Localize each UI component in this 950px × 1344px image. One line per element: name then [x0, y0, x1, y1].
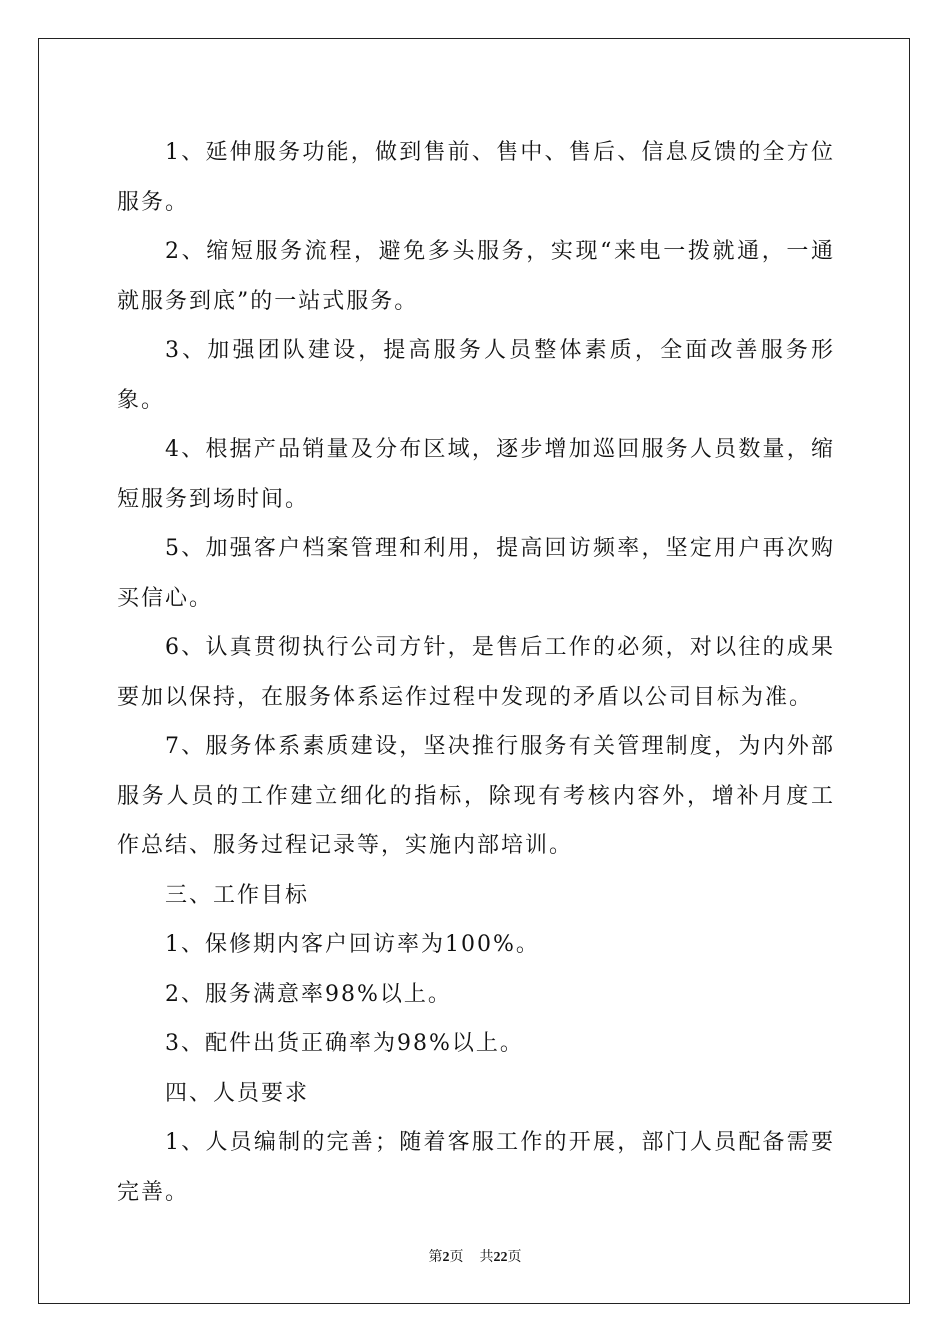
page-footer	[0, 1247, 950, 1268]
paragraph: 7、服务体系素质建设，坚决推行服务有关管理制度，为内外部服务人员的工作建立细化的指标，除现有考核内容外，增补月度工作总结、服务过程记录等，实施内部培训。	[117, 734, 835, 858]
paragraph: 6、认真贯彻执行公司方针，是售后工作的必须，对以往的成果要加以保持，在服务体系运作过程中发现的矛盾以公司目标为准。	[117, 635, 835, 710]
total-unit: 页	[507, 1249, 522, 1265]
total-page-count: 22	[493, 1250, 508, 1265]
paragraph: 1、延伸服务功能，做到售前、售中、售后、信息反馈的全方位服务。	[117, 140, 835, 215]
document-body	[117, 128, 835, 1217]
paragraph: 1、人员编制的完善；随着客服工作的开展，部门人员配备需要完善。	[117, 1130, 835, 1205]
paragraph: 4、根据产品销量及分布区域，逐步增加巡回服务人员数量，缩短服务到场时间。	[117, 437, 835, 512]
section-heading: 四、人员要求	[165, 1080, 310, 1106]
page-prefix: 第	[428, 1249, 443, 1265]
current-page-number: 2	[442, 1250, 450, 1265]
paragraph: 2、服务满意率98%以上。	[165, 981, 452, 1007]
total-prefix: 共	[479, 1249, 494, 1265]
page-unit: 页	[449, 1249, 464, 1265]
section-heading: 三、工作目标	[165, 882, 310, 908]
paragraph: 2、缩短服务流程，避免多头服务，实现“来电一拨就通，一通就服务到底”的一站式服务。	[117, 239, 835, 314]
paragraph: 3、加强团队建设，提高服务人员整体素质，全面改善服务形象。	[117, 338, 835, 413]
paragraph: 1、保修期内客户回访率为100%。	[165, 932, 540, 957]
paragraph: 3、配件出货正确率为98%以上。	[165, 1031, 524, 1056]
paragraph: 5、加强客户档案管理和利用，提高回访频率，坚定用户再次购买信心。	[117, 536, 835, 611]
